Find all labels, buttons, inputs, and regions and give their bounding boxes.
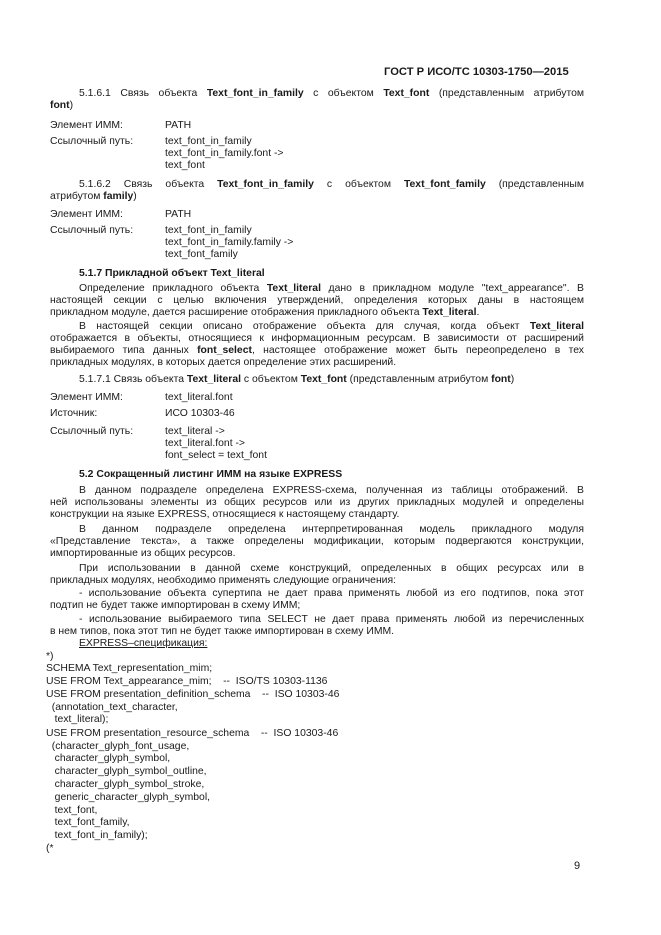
reference-path-line: text_literal -> — [165, 426, 225, 437]
text-span: с объектом — [326, 179, 391, 190]
code-line: text_font, — [46, 805, 98, 816]
paragraph-line — [50, 345, 584, 357]
paragraph-line: в нем типов, пока этот тип не будет также импортирован в схему ИММ. — [50, 626, 395, 637]
text-span: выбираемого типа данных — [50, 345, 189, 356]
paragraph-line: импортированные из общих ресурсов. — [50, 548, 236, 559]
imm-element-label: Элемент ИММ: — [50, 209, 123, 220]
text-span: (представленным — [498, 179, 585, 190]
code-line: SCHEMA Text_representation_mim; — [46, 663, 213, 674]
code-line: USE FROM presentation_resource_schema -- ISO 10303-46 — [46, 728, 339, 739]
text-span: (представленным атрибутом — [349, 374, 489, 385]
paragraph-line: прикладных модулях, необходимо применять следующие ограничения: — [50, 575, 397, 586]
paragraph-line: При использовании в данной схеме конструкций, определенных в общих ресурсах или в — [79, 563, 584, 574]
source-value: ИСО 10303-46 — [165, 408, 235, 419]
section-5171-heading — [79, 374, 514, 386]
text-span: Определение прикладного объекта — [79, 283, 260, 294]
reference-path-line: text_literal.font -> — [165, 438, 245, 449]
reference-path-line: text_font — [165, 160, 205, 171]
imm-element-value: text_literal.font — [165, 392, 233, 403]
entity-name: Text_literal — [186, 374, 241, 385]
reference-path-line: text_font_in_family.family -> — [165, 237, 294, 248]
reference-path-label: Ссылочный путь: — [50, 426, 134, 437]
reference-path-label: Ссылочный путь: — [50, 136, 134, 147]
text-span: ) — [69, 100, 74, 111]
section-5161-line2 — [50, 100, 73, 112]
imm-element-value: PATH — [165, 209, 192, 220]
section-number: 5.1.6.1 — [79, 88, 111, 99]
text-span: ) — [133, 191, 137, 202]
imm-element-label: Элемент ИММ: — [50, 120, 123, 131]
source-label: Источник: — [50, 408, 98, 419]
code-line: text_font_in_family); — [46, 830, 148, 841]
text-span: В настоящей секции описано отображение объекта для случая, когда объект — [79, 321, 520, 332]
code-line: text_literal); — [46, 714, 109, 725]
attribute-name: font — [50, 100, 70, 111]
text-span: Связь объекта — [120, 88, 198, 99]
paragraph-line: отображается в объекты, относящиеся к информационным ресурсам. В зависимости от расширений — [50, 333, 584, 344]
entity-name: Text_font_family — [403, 179, 486, 190]
reference-path-line: text_font_in_family — [165, 225, 252, 236]
text-span: 5.1.7.1 Связь объекта — [79, 374, 185, 385]
entity-name: Text_font — [383, 88, 430, 99]
imm-element-value: PATH — [165, 120, 192, 131]
paragraph-line: прикладных модулях, в которых дается определение этих расширений. — [50, 357, 397, 368]
text-span: . — [476, 307, 480, 318]
paragraph-line: «Представление текста», а также определены модификации, которым подвергаются конструкции, — [50, 536, 584, 547]
imm-element-label: Элемент ИММ: — [50, 392, 123, 403]
paragraph-line: ней использованы элементы из общих ресурсов или из других прикладных модулей и определены — [50, 497, 584, 508]
section-52-heading: 5.2 Сокращенный листинг ИММ на языке EXPRESS — [79, 469, 343, 480]
text-span: (представленным атрибутом — [438, 88, 585, 99]
express-spec-label: EXPRESS–спецификация: — [79, 638, 208, 649]
code-line: USE FROM Text_appearance_mim; -- ISO/TS 10303-1136 — [46, 676, 328, 687]
code-line: (* — [46, 843, 54, 854]
paragraph-line: подтип не будет также импортирован в схему ИММ; — [50, 600, 301, 611]
reference-path-label: Ссылочный путь: — [50, 225, 134, 236]
entity-name: Text_font_in_family — [217, 179, 314, 190]
code-line: text_font_family, — [46, 817, 130, 828]
entity-name: Text_font_in_family — [206, 88, 304, 99]
paragraph-line: В данном подразделе определена интерпретированная модель прикладного модуля — [79, 524, 584, 535]
section-number: 5.1.6.2 — [79, 179, 111, 190]
text-span: прикладном модуле, дается расширение отображения прикладного объекта — [50, 307, 420, 318]
code-line: character_glyph_symbol_stroke, — [46, 779, 205, 790]
entity-name: Text_literal — [422, 307, 477, 318]
entity-name: Text_literal — [529, 321, 584, 332]
section-517-heading: 5.1.7 Прикладной объект Text_literal — [79, 268, 265, 279]
text-span: с объектом — [243, 374, 298, 385]
paragraph-line — [79, 283, 584, 295]
code-line: character_glyph_symbol, — [46, 753, 171, 764]
paragraph-line: - использование выбираемого типа SELECT не дает права применять любой из перечисленных — [79, 614, 584, 625]
code-line: USE FROM presentation_definition_schema -- ISO 10303-46 — [46, 689, 340, 700]
reference-path-line: font_select = text_font — [165, 450, 267, 461]
reference-path-line: text_font_in_family.font -> — [165, 148, 284, 159]
paragraph-line — [79, 321, 584, 333]
text-span: атрибутом — [50, 191, 101, 202]
entity-name: font_select — [197, 345, 252, 356]
section-5162-line1 — [79, 179, 584, 191]
reference-path-line: text_font_family — [165, 249, 238, 260]
attribute-name: font — [491, 374, 511, 385]
section-5161-line1 — [79, 88, 584, 100]
paragraph-line: В данном подразделе определена EXPRESS-схема, полученная из таблицы отображений. В — [79, 485, 584, 496]
code-line: character_glyph_symbol_outline, — [46, 766, 207, 777]
document-header: ГОСТ Р ИСО/ТС 10303-1750—2015 — [384, 66, 569, 78]
attribute-name: family — [103, 191, 134, 202]
section-5162-line2 — [50, 191, 137, 203]
text-span: ) — [510, 374, 515, 385]
paragraph-line — [50, 307, 479, 319]
text-span: Связь объекта — [123, 179, 205, 190]
page-number: 9 — [574, 860, 581, 872]
code-line: (annotation_text_character, — [46, 702, 178, 713]
code-line: generic_character_glyph_symbol, — [46, 792, 211, 803]
code-line: *) — [46, 651, 54, 662]
entity-name: Text_literal — [266, 283, 321, 294]
text-span: , настоящее отображение может быть переопределено в тех — [251, 345, 584, 356]
paragraph-line: настоящей секции с целью включения утверждений, определения которых даны в настоящем — [50, 295, 584, 306]
entity-name: Text_font — [300, 374, 347, 385]
paragraph-line: - использование объекта супертипа не дает права применять любой из его подтипов, пока этот — [79, 588, 584, 599]
reference-path-line: text_font_in_family — [165, 136, 252, 147]
text-span: дано в прикладном модуле "text_appearance". В — [328, 283, 584, 294]
code-line: (character_glyph_font_usage, — [46, 741, 190, 752]
text-span: с объектом — [313, 88, 374, 99]
paragraph-line: конструкции на языке EXPRESS, относящиеся к настоящему стандарту. — [50, 509, 400, 520]
